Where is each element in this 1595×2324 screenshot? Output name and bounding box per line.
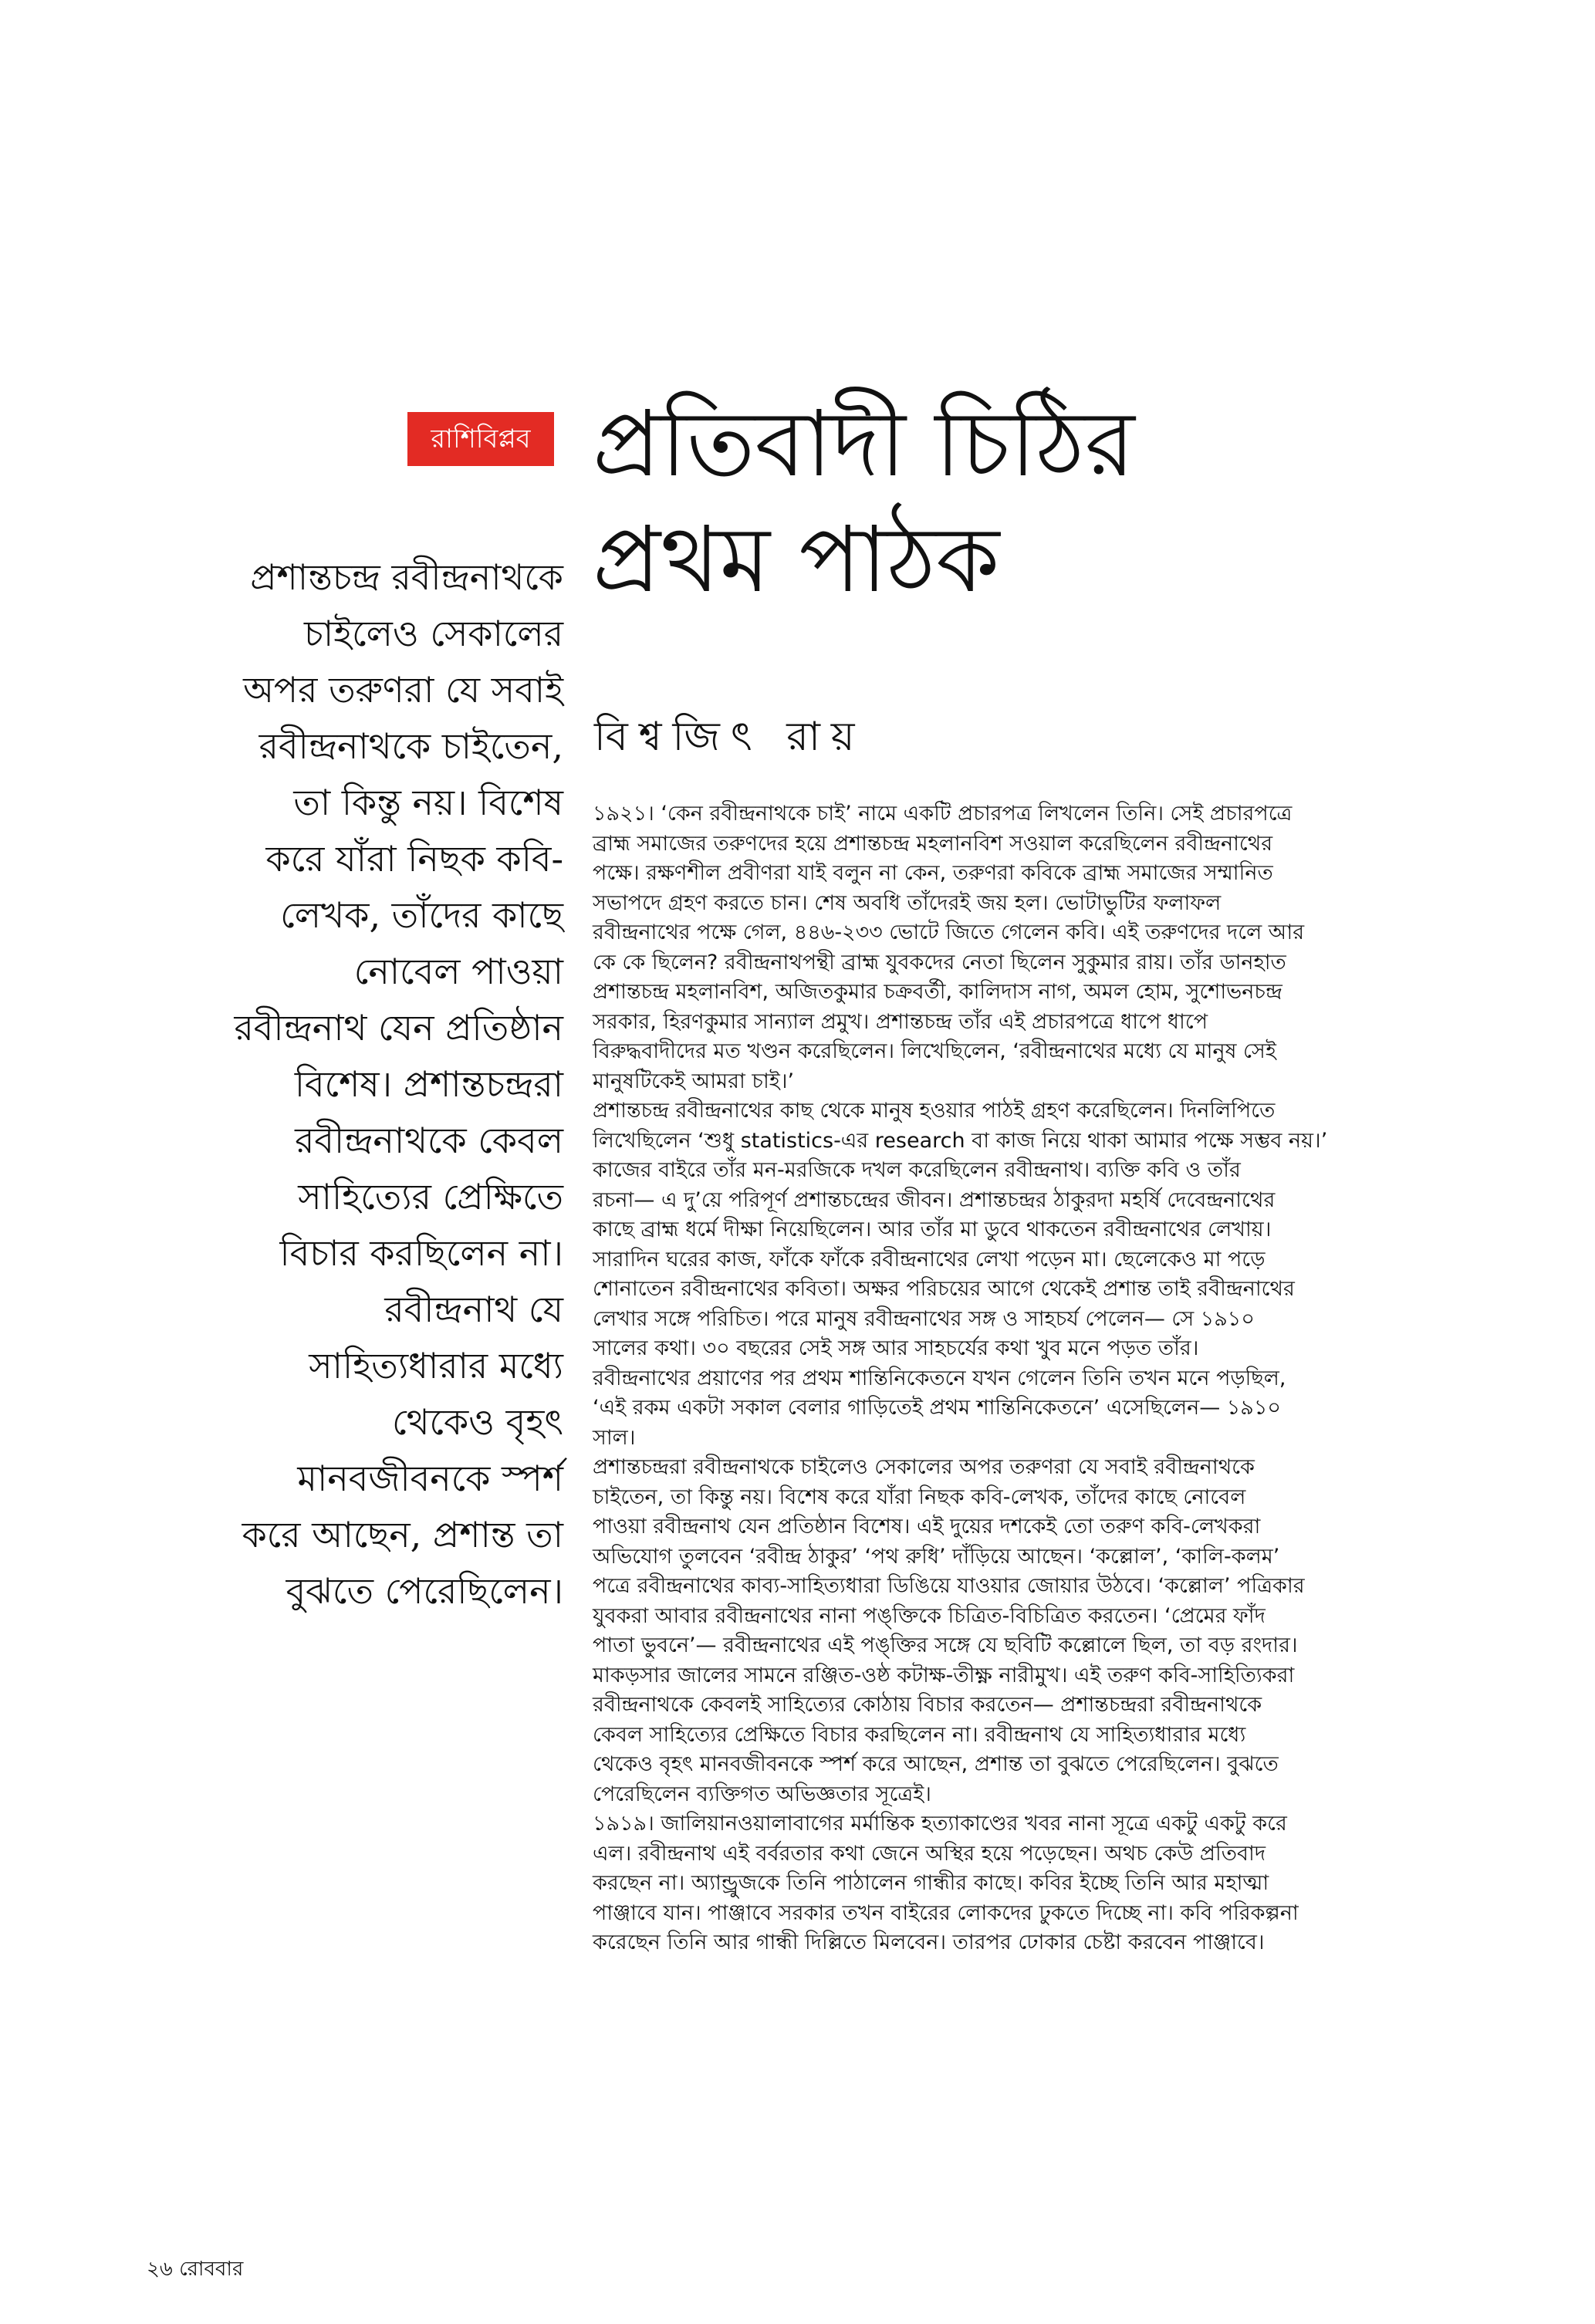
- body-line: কাছে ব্রাহ্ম ধর্মে দীক্ষা নিয়েছিলেন। আর তাঁর মা ডুবে থাকতেন রবীন্দ্রনাথের লেখায়।: [593, 1218, 1272, 1241]
- body-line: ‘এই রকম একটা সকাল বেলার গাড়িতেই প্রথম শান্তিনিকেতনে’ এসেছিলেন— ১৯১০: [593, 1396, 1281, 1420]
- body-line: কেবল সাহিত্যের প্রেক্ষিতে বিচার করছিলেন না। রবীন্দ্রনাথ যে সাহিত্যধারার মধ্যে: [593, 1722, 1246, 1747]
- pull-quote: [147, 549, 563, 1620]
- pull-quote-line: বুঝতে পেরেছিলেন।: [286, 1570, 563, 1612]
- pull-quote-line: থেকেও বৃহৎ: [392, 1401, 563, 1443]
- body-line: বিরুদ্ধবাদীদের মত খণ্ডন করেছিলেন। লিখেছিলেন, ‘রবীন্দ্রনাথের মধ্যে যে মানুষ সেই: [593, 1039, 1276, 1063]
- pull-quote-line: নোবেল পাওয়া: [353, 951, 563, 992]
- article-body: [593, 799, 1448, 1958]
- headline: [593, 386, 1519, 617]
- pull-quote-line: চাইলেও সেকালের: [304, 613, 563, 654]
- body-line: পাওয়া রবীন্দ্রনাথ যেন প্রতিষ্ঠান বিশেষ। এই দুয়ের দশকেই তো তরুণ কবি-লেখকরা: [593, 1515, 1261, 1539]
- body-line: পেরেছিলেন ব্যক্তিগত অভিজ্ঞতার সূত্রেই।: [593, 1782, 931, 1806]
- page-folio: ২৬ রোববার: [147, 2258, 244, 2281]
- body-line: রচনা— এ দু’য়ে পরিপূর্ণ প্রশান্তচন্দ্রের জীবন। প্রশান্তচন্দ্রর ঠাকুরদা মহর্ষি দেবেন্দ্রনাথের: [593, 1187, 1276, 1212]
- body-line: অভিযোগ তুলবেন ‘রবীন্দ্র ঠাকুর’ ‘পথ রুধি’ দাঁড়িয়ে আছেন। ‘কল্লোল’, ‘কালি-কলম’: [593, 1544, 1280, 1569]
- body-line: মানুষটিকেই আমরা চাই।’: [593, 1069, 795, 1093]
- body-line: চাইতেন, তা কিন্তু নয়। বিশেষ করে যাঁরা নিছক কবি-লেখক, তাঁদের কাছে নোবেল: [593, 1485, 1246, 1509]
- pull-quote-line: অপর তরুণরা যে সবাই: [243, 669, 563, 711]
- body-line: পত্রে রবীন্দ্রনাথের কাব্য-সাহিত্যধারা ডিঙিয়ে যাওয়ার জোয়ার উঠবে। ‘কল্লোল’ পত্রিকার: [593, 1574, 1305, 1598]
- author-byline: বিশ্বজিৎ রায়: [594, 714, 866, 760]
- body-line: রবীন্দ্রনাথকে কেবলই সাহিত্যের কোঠায় বিচার করতেন— প্রশান্তচন্দ্ররা রবীন্দ্রনাথকে: [593, 1693, 1262, 1717]
- pull-quote-line: লেখক, তাঁদের কাছে: [280, 894, 563, 936]
- body-line: মাকড়সার জালের সামনে রঞ্জিত-ওষ্ঠ কটাক্ষ-তীক্ষ্ণ নারীমুখ। এই তরুণ কবি-সাহিত্যিকরা: [593, 1663, 1295, 1687]
- body-line: প্রশান্তচন্দ্র রবীন্দ্রনাথের কাছ থেকে মানুষ হওয়ার পাঠই গ্রহণ করেছিলেন। দিনলিপিতে: [593, 1099, 1276, 1123]
- body-line: রবীন্দ্রনাথের প্রয়াণের পর প্রথম শান্তিনিকেতনে যখন গেলেন তিনি তখন মনে পড়ছিল,: [593, 1366, 1286, 1390]
- pull-quote-line: বিচার করছিলেন না।: [279, 1232, 563, 1274]
- body-line: সভাপদে গ্রহণ করতে চান। শেষ অবধি তাঁদেরই জয় হল। ভোটাভুটির ফলাফল: [593, 890, 1222, 915]
- body-line: লিখেছিলেন ‘শুধু statistics-এর research বা কাজ নিয়ে থাকা আমার পক্ষে সম্ভব নয়।’: [593, 1128, 1328, 1153]
- body-line: যুবকরা আবার রবীন্দ্রনাথের নানা পঙ্‌ক্তিকে চিত্রিত-বিচিত্রিত করতেন। ‘প্রেমের ফাঁদ: [593, 1603, 1266, 1628]
- body-line: পাতা ভুবনে’— রবীন্দ্রনাথের এই পঙ্‌ক্তির সঙ্গে যে ছবিটি কল্লোলে ছিল, তা বড় রংদার।: [593, 1633, 1298, 1657]
- body-line: কে কে ছিলেন? রবীন্দ্রনাথপন্থী ব্রাহ্ম যুবকদের নেতা ছিলেন সুকুমার রায়। তাঁর ডানহাত: [593, 950, 1286, 975]
- body-line: কাজের বাইরে তাঁর মন-মরজিকে দখল করেছিলেন রবীন্দ্রনাথ। ব্যক্তি কবি ও তাঁর: [593, 1158, 1241, 1182]
- body-line: লেখার সঙ্গে পরিচিত। পরে মানুষ রবীন্দ্রনাথের সঙ্গ ও সাহচর্য পেলেন— সে ১৯১০: [593, 1306, 1255, 1331]
- body-line: শোনাতেন রবীন্দ্রনাথের কবিতা। অক্ষর পরিচয়ের আগে থেকেই প্রশান্ত তাই রবীন্দ্রনাথের: [593, 1277, 1295, 1301]
- body-line: সাল।: [593, 1425, 636, 1450]
- pull-quote-line: সাহিত্যধারার মধ্যে: [309, 1345, 563, 1387]
- body-line: ১৯২১। ‘কেন রবীন্দ্রনাথকে চাই’ নামে একটি প্রচারপত্র লিখলেন তিনি। সেই প্রচারপত্রে: [593, 802, 1293, 826]
- pull-quote-line: সাহিত্যের প্রেক্ষিতে: [298, 1176, 563, 1218]
- body-line: পক্ষে। রক্ষণশীল প্রবীণরা যাই বলুন না কেন, তরুণরা কবিকে ব্রাহ্ম সমাজের সম্মানিত: [593, 861, 1273, 885]
- pull-quote-line: রবীন্দ্রনাথ যেন প্রতিষ্ঠান: [234, 1007, 563, 1049]
- body-line: থেকেও বৃহৎ মানবজীবনকে স্পর্শ করে আছেন, প্রশান্ত তা বুঝতে পেরেছিলেন। বুঝতে: [593, 1752, 1279, 1776]
- pull-quote-line: রবীন্দ্রনাথকে কেবল: [295, 1120, 563, 1161]
- body-line: ১৯১৯। জালিয়ানওয়ালাবাগের মর্মান্তিক হত্যাকাণ্ডের খবর নানা সূত্রে একটু একটু করে: [593, 1812, 1287, 1836]
- pull-quote-line: প্রশান্তচন্দ্র রবীন্দ্রনাথকে: [250, 556, 563, 598]
- headline-line-2: প্রথম পাঠক: [593, 506, 1000, 613]
- pull-quote-line: তা কিন্তু নয়। বিশেষ: [293, 782, 563, 823]
- body-line: এল। রবীন্দ্রনাথ এই বর্বরতার কথা জেনে অস্থির হয়ে পড়েছেন। অথচ কেউ প্রতিবাদ: [593, 1841, 1266, 1866]
- pull-quote-line: বিশেষ। প্রশান্তচন্দ্ররা: [294, 1063, 563, 1105]
- pull-quote-line: মানবজীবনকে স্পর্শ: [297, 1458, 563, 1499]
- body-line: ব্রাহ্ম সমাজের তরুণদের হয়ে প্রশান্তচন্দ্র মহলানবিশ সওয়াল করেছিলেন রবীন্দ্রনাথের: [593, 831, 1273, 856]
- pull-quote-line: রবীন্দ্রনাথকে চাইতেন,: [259, 725, 563, 767]
- section-tag: রাশিবিপ্লব: [407, 412, 554, 466]
- pull-quote-line: রবীন্দ্রনাথ যে: [384, 1289, 563, 1330]
- body-line: প্রশান্তচন্দ্ররা রবীন্দ্রনাথকে চাইলেও সেকালের অপর তরুণরা যে সবাই রবীন্দ্রনাথকে: [593, 1455, 1255, 1479]
- headline-line-1: প্রতিবাদী চিঠির: [593, 390, 1135, 497]
- body-line: প্রশান্তচন্দ্র মহলানবিশ, অজিতকুমার চক্রবর্তী, কালিদাস নাগ, অমল হোম, সুশোভনচন্দ্র: [593, 980, 1282, 1004]
- body-line: সারাদিন ঘরের কাজ, ফাঁকে ফাঁকে রবীন্দ্রনাথের লেখা পড়েন মা। ছেলেকেও মা পড়ে: [593, 1247, 1266, 1272]
- body-line: করেছেন তিনি আর গান্ধী দিল্লিতে মিলবেন। তারপর ঢোকার চেষ্টা করবেন পাঞ্জাবে।: [593, 1930, 1265, 1954]
- body-line: পাঞ্জাবে যান। পাঞ্জাবে সরকার তখন বাইরের লোকদের ঢুকতে দিচ্ছে না। কবি পরিকল্পনা: [593, 1900, 1299, 1925]
- pull-quote-line: করে আছেন, প্রশান্ত তা: [242, 1514, 563, 1556]
- body-line: সরকার, হিরণকুমার সান্যাল প্রমুখ। প্রশান্তচন্দ্র তাঁর এই প্রচারপত্রে ধাপে ধাপে: [593, 1009, 1208, 1034]
- body-line: করছেন না। অ্যান্ড্রুজকে তিনি পাঠালেন গান্ধীর কাছে। কবির ইচ্ছে তিনি আর মহাত্মা: [593, 1871, 1269, 1895]
- body-line: রবীন্দ্রনাথের পক্ষে গেল, ৪৪৬-২৩৩ ভোটে জিতে গেলেন কবি। এই তরুণদের দলে আর: [593, 920, 1305, 944]
- body-line: সালের কথা। ৩০ বছরের সেই সঙ্গ আর সাহচর্যের কথা খুব মনে পড়ত তাঁর।: [593, 1336, 1199, 1360]
- pull-quote-line: করে যাঁরা নিছক কবি-: [265, 838, 563, 880]
